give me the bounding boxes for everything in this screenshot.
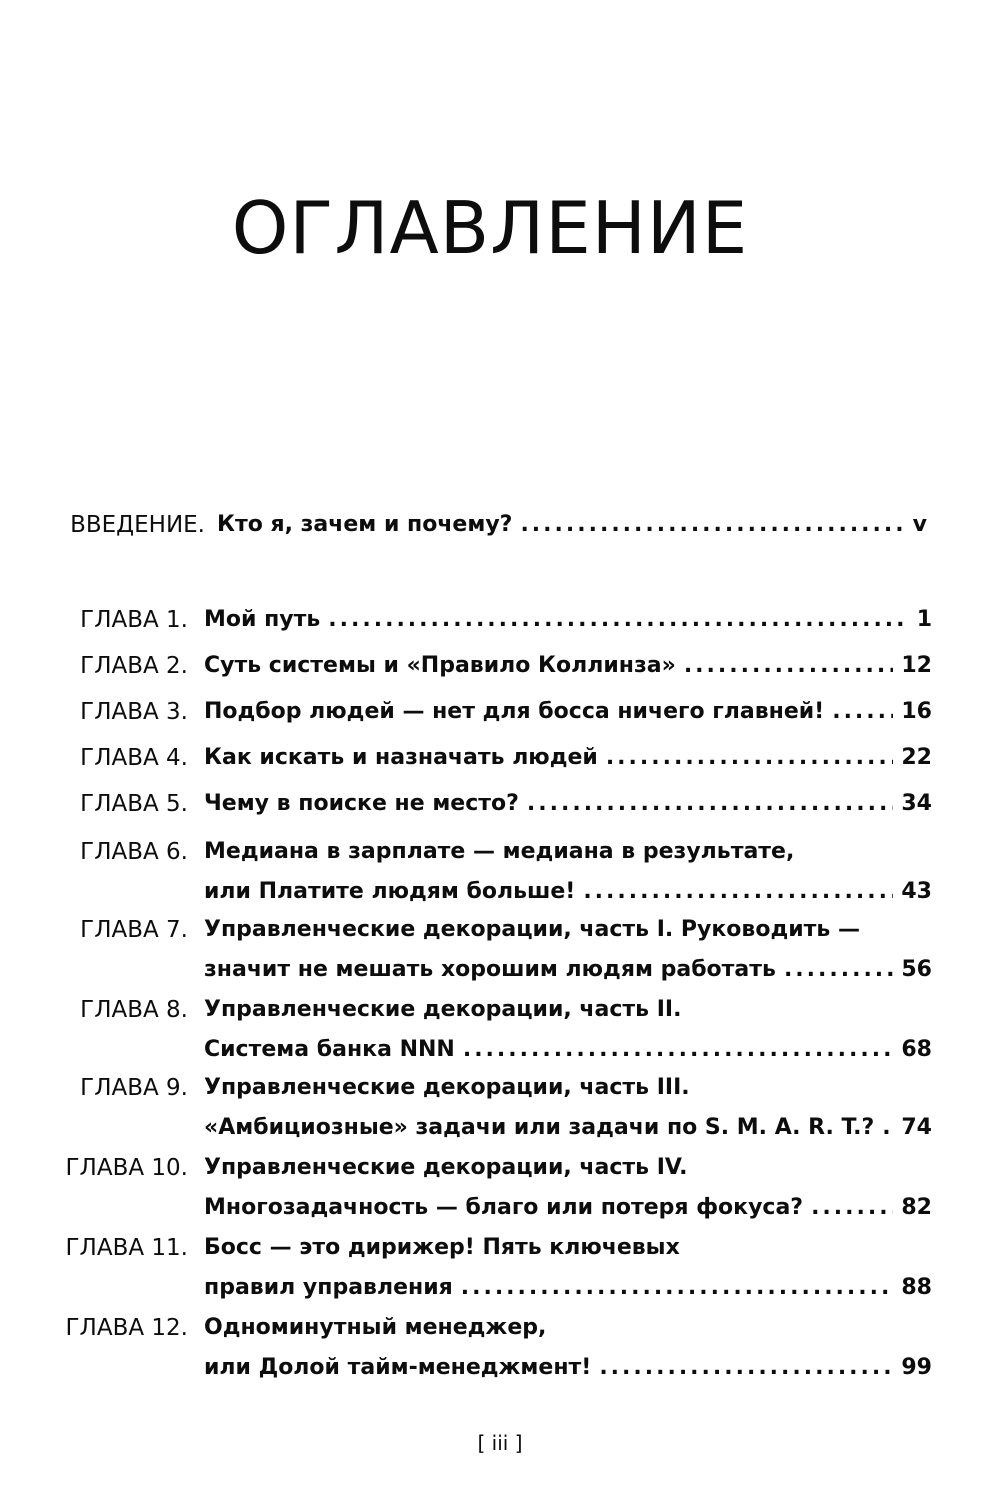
toc-entry-line [204,1348,932,1388]
toc-entry-title: Босс — это дирижер! Пять ключевых [204,1235,680,1260]
toc-entry-page: 99 [901,1355,932,1380]
toc-entry-label: ГЛАВА 7. [80,917,188,943]
toc-entry-title: Суть системы и «Правило Коллинза» [204,653,676,678]
toc-entry-page: 82 [901,1195,932,1220]
toc-entry-title: Система банка NNN [204,1037,455,1062]
toc-entry-line [204,1228,932,1268]
dot-leader [527,784,893,824]
dot-leader [684,646,894,686]
page-number-footer: [ iii ] [477,1431,523,1455]
toc-entry-title: значит не мешать хорошим людям работать [204,957,776,982]
toc-entry-line [204,1188,932,1228]
toc-entry-label: ГЛАВА 8. [80,997,188,1023]
toc-entry-label: ГЛАВА 4. [80,745,188,771]
toc-entry-page: 56 [901,957,932,982]
toc-entry-title: Управленческие декорации, часть II. [204,997,682,1022]
dot-leader [520,505,904,545]
toc-entry-label: ГЛАВА 10. [65,1155,188,1181]
toc-entry-page: 1 [916,607,932,632]
toc-entry-title: Медиана в зарплате — медиана в результате, [204,839,795,864]
toc-entry-line [204,872,932,912]
toc-entry-title: Мой путь [204,607,321,632]
toc-entry-title: «Амбициозные» задачи или задачи по S. M. A. R. T.? [204,1115,875,1140]
toc-entry-title: правил управления [204,1275,453,1300]
toc-entry-label: ГЛАВА 5. [80,791,188,817]
toc-entry-label: ГЛАВА 11. [65,1235,188,1261]
toc-entry-line [204,832,932,872]
toc-entry-line [204,692,932,732]
dot-leader [463,1030,894,1070]
dot-leader [784,950,893,990]
toc-entry-label: ГЛАВА 9. [80,1075,188,1101]
dot-leader [583,872,893,912]
page-title: ОГЛАВЛЕНИЕ [231,186,749,270]
dot-leader [461,1268,894,1308]
toc-entry-line [217,505,927,545]
toc-entry-title: Одноминутный менеджер, [204,1315,547,1340]
toc-entry-page: 74 [901,1115,932,1140]
toc-entry-line [204,646,932,686]
toc-entry-page: 12 [901,653,932,678]
toc-entry-line [204,990,932,1030]
toc-entry-label: ГЛАВА 2. [80,653,188,679]
toc-entry-title: Многозадачность — благо или потеря фокуса? [204,1195,804,1220]
toc-entry-title: Управленческие декорации, часть III. [204,1075,690,1100]
toc-entry-title: Как искать и назначать людей [204,745,598,770]
dot-leader [811,1188,893,1228]
toc-entry-title: Чему в поиске не место? [204,791,519,816]
toc-entry-line [204,1308,932,1348]
toc-entry-label: ВВЕДЕНИЕ. [70,512,205,538]
toc-entry-page: v [912,512,927,537]
toc-entry-page: 68 [901,1037,932,1062]
toc-entry-label: ГЛАВА 1. [80,607,188,633]
dot-leader [832,692,893,732]
toc-entry-line [204,910,932,950]
toc-entry-label: ГЛАВА 12. [65,1315,188,1341]
dot-leader [599,1348,893,1388]
toc-entry-line [204,1030,932,1070]
toc-entry-page: 16 [901,699,932,724]
toc-entry-title: Управленческие декорации, часть I. Руководить — [204,917,860,942]
dot-leader [882,1108,893,1148]
toc-entry-label: ГЛАВА 6. [80,839,188,865]
toc-entry-page: 43 [901,879,932,904]
toc-entry-line [204,950,932,990]
toc-entry-page: 34 [901,791,932,816]
toc-entry-line [204,738,932,778]
toc-entry-line [204,1068,932,1108]
toc-entry-page: 88 [901,1275,932,1300]
toc-entry-title: Кто я, зачем и почему? [217,512,513,537]
toc-entry-line [204,600,932,640]
toc-entry-page: 22 [901,745,932,770]
toc-entry-line [204,1268,932,1308]
toc-entry-title: или Платите людям больше! [204,879,576,904]
dot-leader [606,738,894,778]
toc-entry-line [204,1108,932,1148]
toc-entry-title: Управленческие декорации, часть IV. [204,1155,688,1180]
toc-entry-title: или Долой тайм-менеджмент! [204,1355,592,1380]
toc-entry-title: Подбор людей — нет для босса ничего главней! [204,699,825,724]
dot-leader [328,600,908,640]
toc-entry-line [204,784,932,824]
toc-entry-label: ГЛАВА 3. [80,699,188,725]
toc-entry-line [204,1148,932,1188]
